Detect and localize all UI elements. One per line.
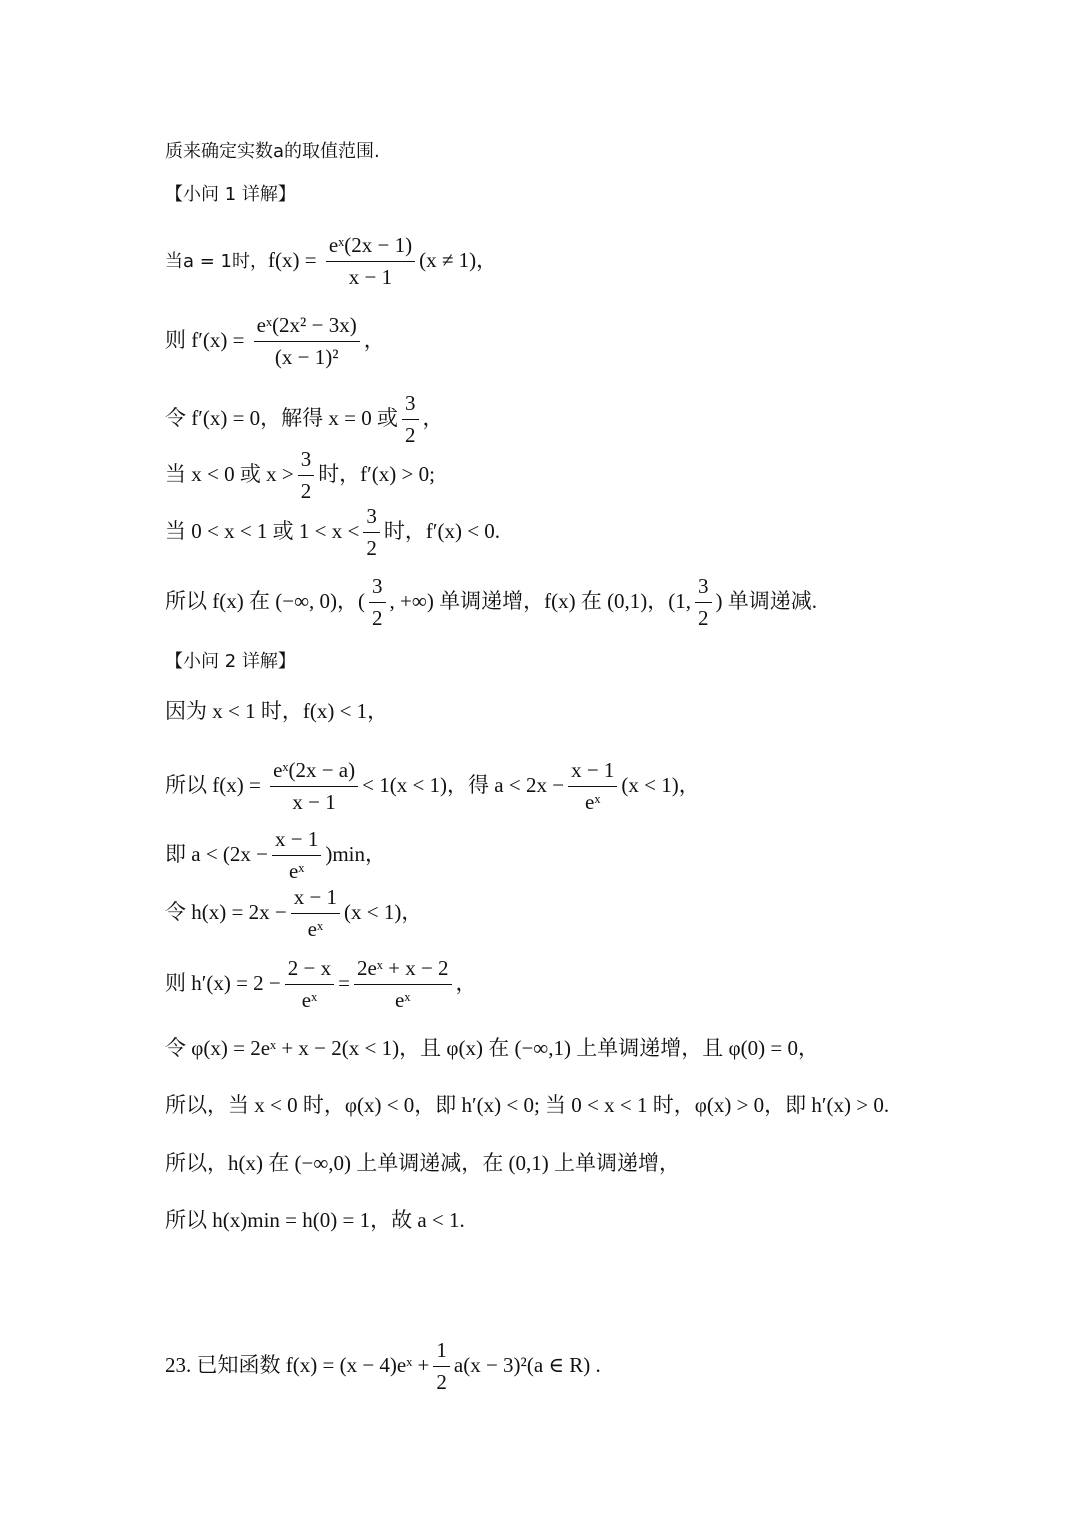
p1l2-pre: 则 f′(x) = (165, 327, 250, 352)
q23-fraction (433, 1337, 450, 1397)
p1l3-numerator: 3 (402, 390, 419, 420)
q23-pre: 23. 已知函数 f(x) = (x − 4)eˣ + (165, 1352, 430, 1377)
p1l6-c: ) 单调递减. (715, 588, 818, 613)
p2l4-pre: 令 h(x) = 2x − (165, 899, 287, 924)
p1l2-fraction (254, 312, 360, 372)
p1l6-denominator1: 2 (372, 606, 383, 631)
p1l6-numerator1: 3 (369, 573, 386, 603)
p1l5-post: 时，f′(x) < 0. (383, 518, 501, 543)
p2l2-fraction1 (270, 757, 358, 817)
part2-line2 (165, 757, 1020, 817)
part2-line4 (165, 884, 1020, 944)
part2-line9: 所以 h(x)min = h(0) = 1，故 a < 1. (165, 1208, 465, 1232)
p1l5-pre: 当 0 < x < 1 或 1 < x < (165, 518, 360, 543)
q23-numerator: 1 (433, 1337, 450, 1367)
intro-text: 质来确定实数a的取值范围. (165, 141, 380, 162)
p1l2-denominator: (x − 1)² (274, 345, 339, 370)
p2l5-pre: 则 h′(x) = 2 − (165, 970, 281, 995)
p2l3-numerator: x − 1 (272, 826, 321, 856)
p1l1-pre: 当a = 1时， (165, 250, 269, 272)
p2l2-numerator2: x − 1 (568, 757, 617, 787)
part1-line5 (165, 503, 1020, 563)
part1-line6 (165, 573, 1020, 633)
p2l4-fraction (291, 884, 340, 944)
p2l5-numerator1: 2 − x (285, 955, 334, 985)
p1l5-denominator: 2 (366, 536, 377, 561)
p2l4-numerator: x − 1 (291, 884, 340, 914)
p2l5-mid: = (338, 970, 350, 995)
p1l1-denominator: x − 1 (348, 265, 393, 290)
p1l6-b: , +∞) 单调递增，f(x) 在 (0,1)，(1, (389, 588, 692, 613)
question-23 (165, 1337, 1020, 1397)
p1l1-lhs: f(x) = (268, 247, 322, 272)
p1l5-numerator: 3 (363, 503, 380, 533)
p1l6-a: 所以 f(x) 在 (−∞, 0)，( (165, 588, 366, 613)
p1l6-denominator2: 2 (698, 606, 709, 631)
part1-line3 (165, 390, 1020, 450)
p2l3-pre: 即 a < (2x − (165, 841, 269, 866)
p2l2-numerator1: eˣ(2x − a) (270, 757, 358, 787)
p1l4-denominator: 2 (300, 479, 312, 504)
p1l5-fraction (363, 503, 380, 563)
p1l3-fraction (402, 390, 419, 450)
p2l4-post: (x < 1)， (344, 899, 423, 924)
p2l3-post: )min， (325, 841, 387, 866)
p2l2-pre: 所以 f(x) = (165, 772, 267, 797)
p1l4-post: 时，f′(x) > 0; (318, 461, 435, 486)
part2-heading: 【小问 2 详解】 (165, 651, 296, 672)
p2l2-denominator2: eˣ (585, 790, 601, 815)
p2l2-post: (x < 1)， (621, 772, 700, 797)
p1l3-pre: 令 f′(x) = 0，解得 x = 0 或 (165, 405, 399, 430)
p2l5-fraction2 (354, 955, 452, 1015)
p2l4-denominator: eˣ (307, 917, 324, 942)
p2l5-denominator1: eˣ (301, 988, 318, 1013)
p1l4-pre: 当 x < 0 或 x > (165, 461, 294, 486)
p1l3-post: ， (422, 405, 444, 430)
part2-line8: 所以，h(x) 在 (−∞,0) 上单调递减，在 (0,1) 上单调递增， (165, 1151, 681, 1175)
p2l5-post: ， (455, 970, 477, 995)
part1-line4 (165, 446, 1020, 506)
part1-heading: 【小问 1 详解】 (165, 184, 296, 205)
p2l5-numerator2: 2eˣ + x − 2 (354, 955, 452, 985)
part1-line1 (165, 232, 1020, 292)
part2-line5 (165, 955, 1020, 1015)
p1l6-fraction1 (369, 573, 386, 633)
p2l3-denominator: eˣ (288, 859, 305, 884)
part2-line1: 因为 x < 1 时，f(x) < 1， (165, 699, 389, 723)
p1l2-post: ， (363, 327, 385, 352)
p2l2-mid: < 1(x < 1)，得 a < 2x − (362, 772, 565, 797)
part2-line6: 令 φ(x) = 2eˣ + x − 2(x < 1)，且 φ(x) 在 (−∞,1) 上单调递增，且 φ(0) = 0， (165, 1036, 819, 1060)
p1l1-post: (x ≠ 1)， (419, 247, 498, 272)
part2-line7: 所以，当 x < 0 时，φ(x) < 0，即 h′(x) < 0; 当 0 < x < 1 时，φ(x) > 0，即 h′(x) > 0. (165, 1093, 890, 1117)
p1l3-denominator: 2 (405, 423, 416, 448)
part1-line2 (165, 312, 1020, 372)
p1l2-numerator: eˣ(2x² − 3x) (254, 312, 360, 342)
q23-post: a(x − 3)²(a ∈ R) . (453, 1352, 601, 1377)
p2l2-fraction2 (568, 757, 617, 817)
p1l4-fraction (298, 446, 315, 506)
q23-denominator: 2 (436, 1370, 447, 1395)
p1l4-numerator: 3 (298, 446, 315, 476)
part2-line3 (165, 826, 1020, 886)
p2l5-fraction1 (285, 955, 334, 1015)
p2l3-fraction (272, 826, 321, 886)
p2l5-denominator2: eˣ (395, 988, 411, 1013)
p1l1-numerator: eˣ(2x − 1) (326, 232, 415, 262)
p1l1-fraction (326, 232, 415, 292)
p1l6-fraction2 (695, 573, 712, 633)
p1l6-numerator2: 3 (695, 573, 712, 603)
p2l2-denominator1: x − 1 (292, 790, 336, 815)
